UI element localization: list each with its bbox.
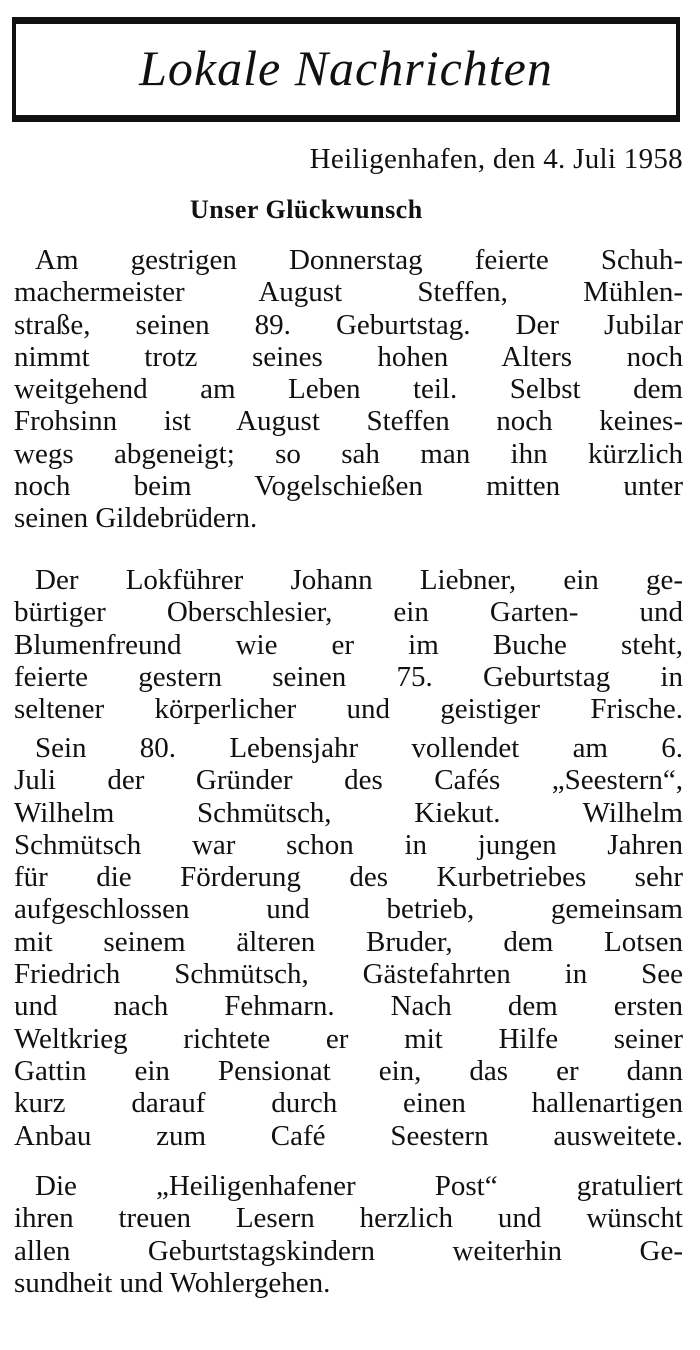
text-line: machermeister August Steffen, Mühlen-	[14, 276, 683, 309]
text-line: Frohsinn ist August Steffen noch keines-	[14, 405, 683, 438]
text-line: mit seinem älteren Bruder, dem Lotsen	[14, 925, 683, 958]
text-line: allen Geburtstagskindern weiterhin Ge-	[14, 1234, 683, 1267]
paragraph-schmuetsch	[14, 732, 683, 1152]
text-line: Am gestrigen Donnerstag feierte Schuh-	[35, 244, 683, 276]
text-line: straße, seinen 89. Geburtstag. Der Jubilar	[14, 308, 683, 341]
text-line: Blumenfreund wie er im Buche steht,	[14, 628, 683, 661]
text-line: Juli der Gründer des Cafés „Seestern“,	[14, 764, 683, 797]
text-line: Sein 80. Lebensjahr vollendet am 6.	[35, 732, 683, 764]
text-line: wegs abgeneigt; so sah man ihn kürzlich	[14, 437, 683, 470]
paragraph-steffen	[14, 244, 683, 535]
dateline: Heiligenhafen, den 4. Juli 1958	[309, 143, 683, 175]
text-line: ihren treuen Lesern herzlich und wünscht	[14, 1202, 683, 1235]
masthead-title: Lokale Nachrichten	[139, 40, 553, 96]
text-line: sundheit und Wohlergehen.	[14, 1266, 331, 1299]
text-line: Schmütsch war schon in jungen Jahren	[14, 828, 683, 861]
text-line: aufgeschlossen und betrieb, gemeinsam	[14, 893, 683, 926]
text-line: Die „Heiligenhafener Post“ gratuliert	[35, 1170, 683, 1202]
masthead-box	[12, 17, 680, 122]
text-line: feierte gestern seinen 75. Geburtstag in	[14, 660, 683, 693]
text-line: Wilhelm Schmütsch, Kiekut. Wilhelm	[14, 796, 683, 829]
paragraph-closing	[14, 1170, 683, 1299]
text-line: weitgehend am Leben teil. Selbst dem	[14, 373, 683, 406]
text-line: und nach Fehmarn. Nach dem ersten	[14, 990, 683, 1023]
text-line: noch beim Vogelschießen mitten unter	[14, 470, 683, 503]
text-line: seltener körperlicher und geistiger Frische.	[14, 693, 683, 726]
text-line: bürtiger Oberschlesier, ein Garten- und	[14, 596, 683, 629]
text-line: nimmt trotz seines hohen Alters noch	[14, 340, 683, 373]
article-headline: Unser Glückwunsch	[190, 195, 423, 224]
text-line: Anbau zum Café Seestern ausweitete.	[14, 1119, 683, 1152]
text-line: Gattin ein Pensionat ein, das er dann	[14, 1054, 683, 1087]
text-line: seinen Gildebrüdern.	[14, 502, 258, 535]
text-line: Friedrich Schmütsch, Gästefahrten in See	[14, 958, 683, 991]
paragraph-liebner	[14, 564, 683, 725]
text-line: Der Lokführer Johann Liebner, ein ge-	[35, 564, 683, 596]
text-line: Weltkrieg richtete er mit Hilfe seiner	[14, 1022, 683, 1055]
text-line: für die Förderung des Kurbetriebes sehr	[14, 861, 683, 894]
text-line: kurz darauf durch einen hallenartigen	[14, 1087, 683, 1120]
